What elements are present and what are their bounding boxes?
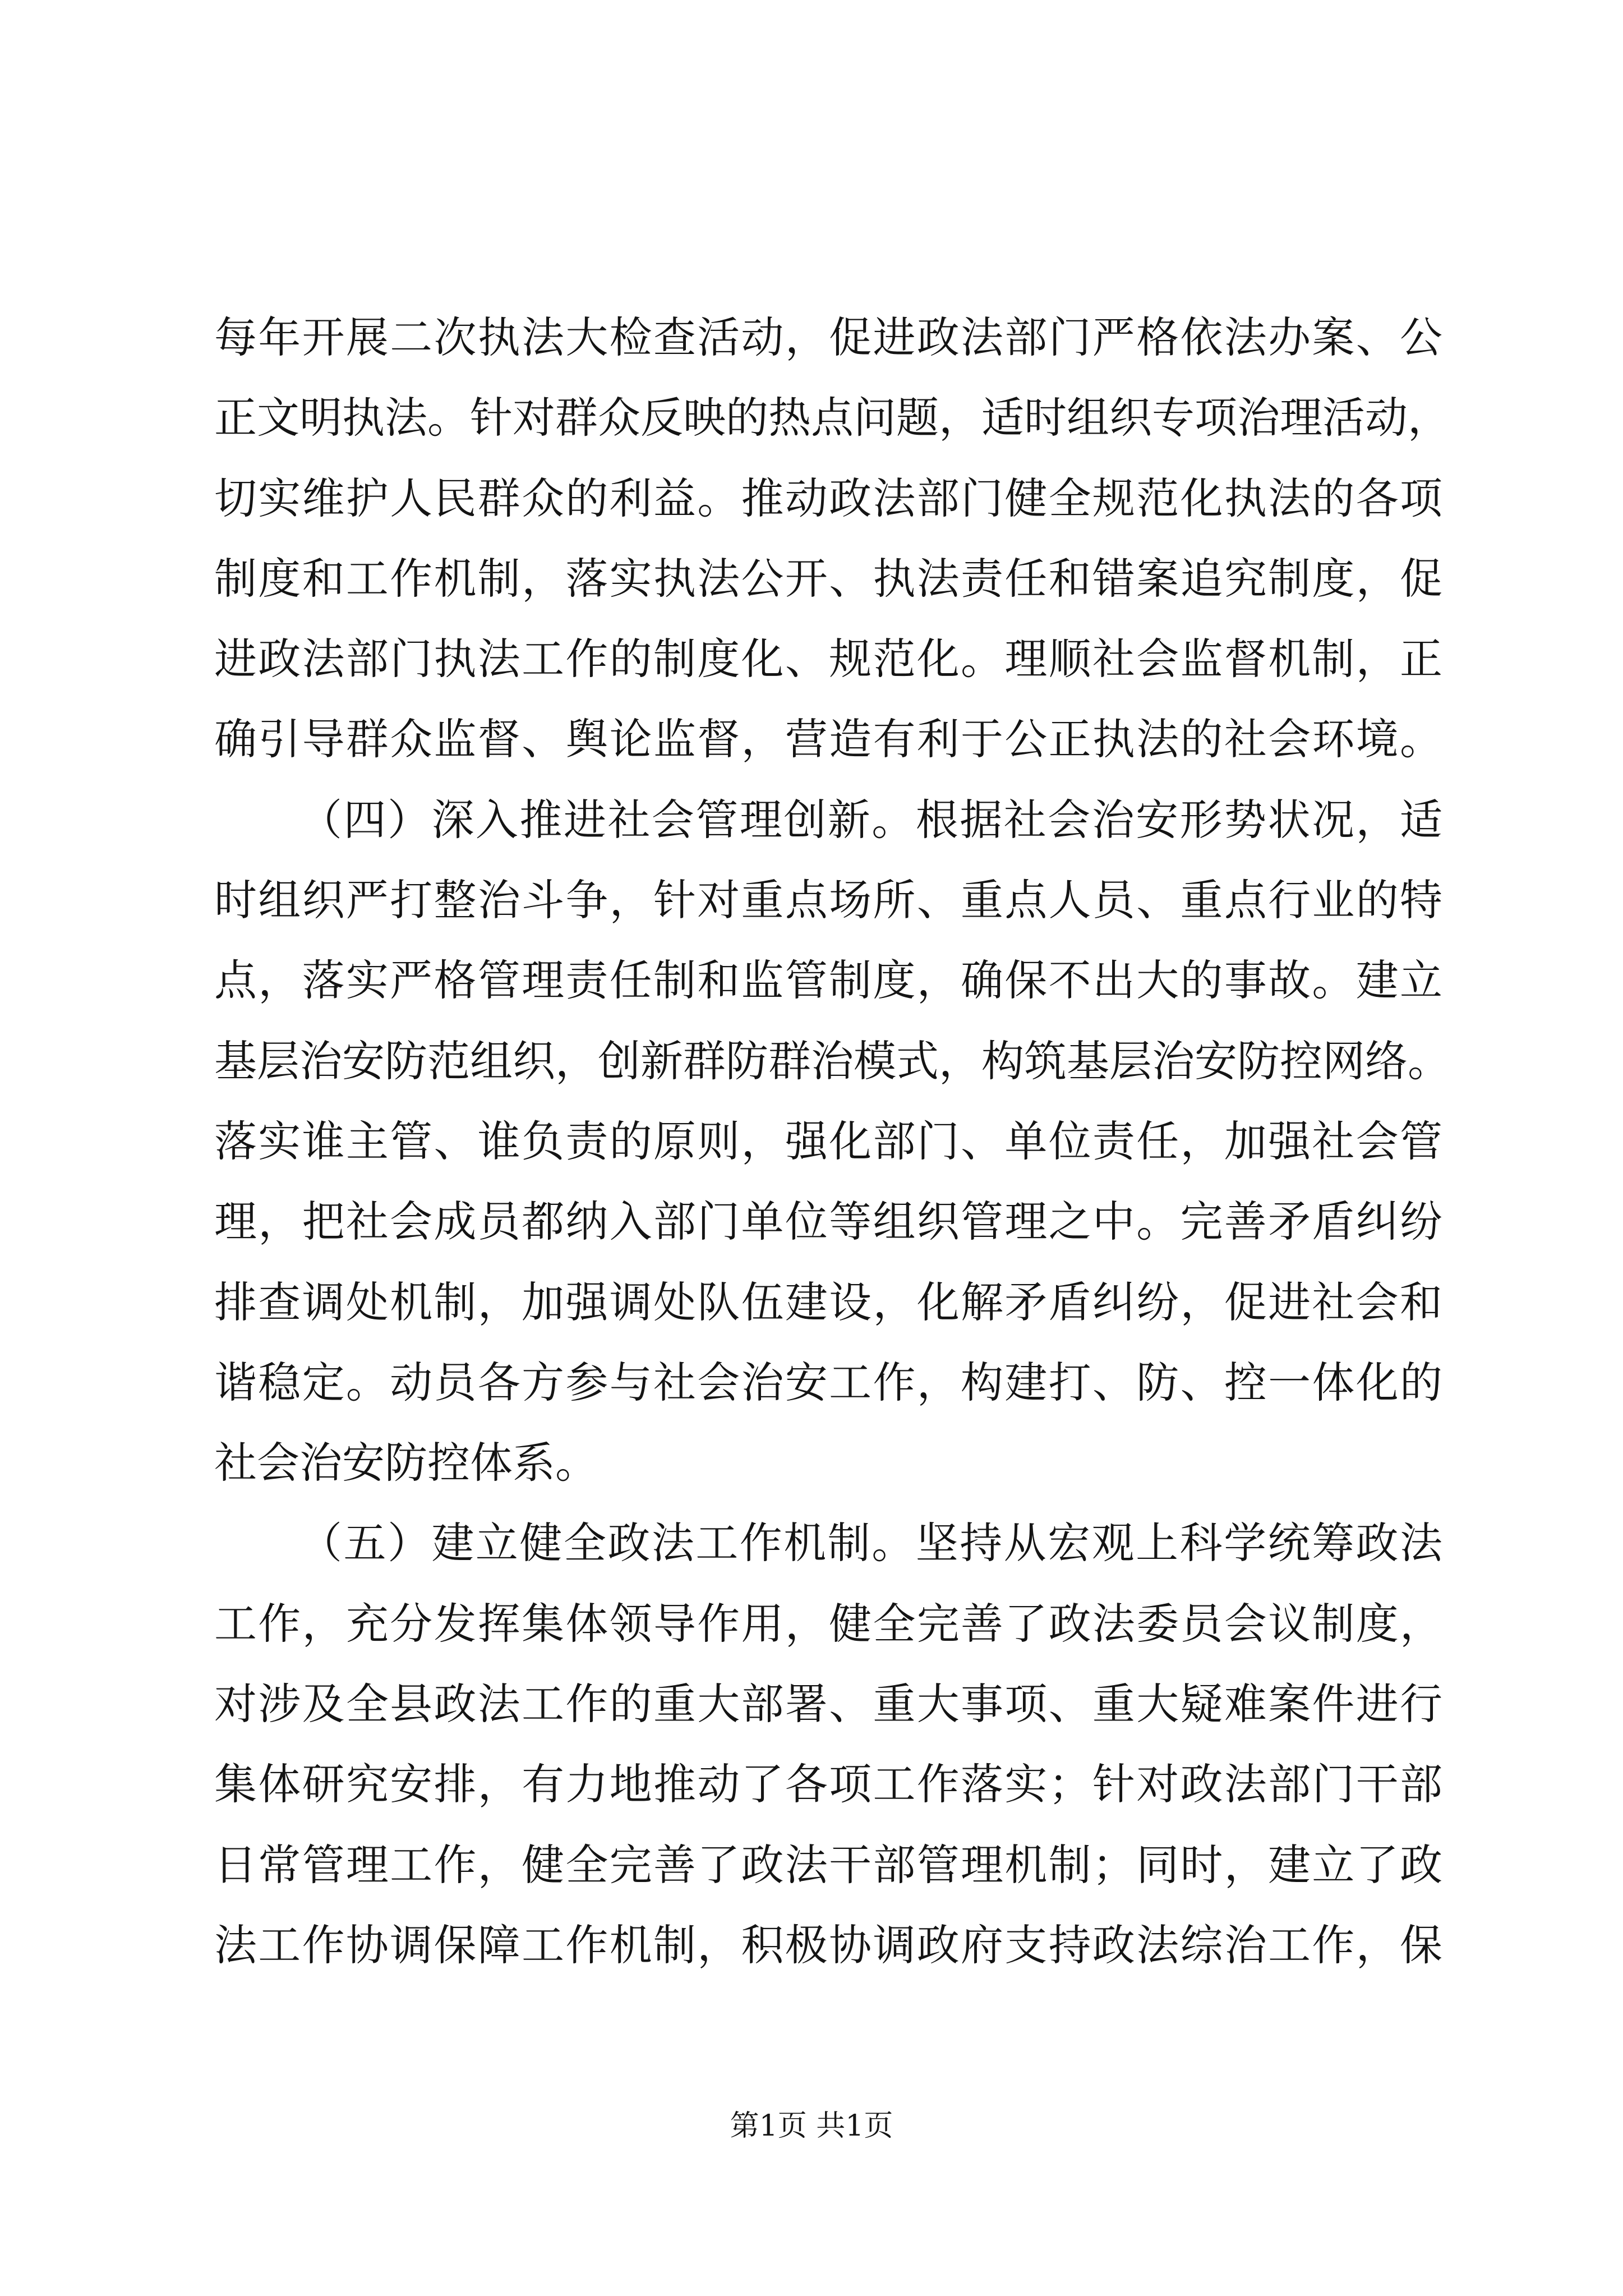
text-line: 正文明执法。针对群众反映的热点问题，适时组织专项治理活动， xyxy=(214,393,1450,443)
text-line: 制度和工作机制，落实执法公开、执法责任和错案追究制度，促 xyxy=(214,553,1442,604)
text-line: 落实谁主管、谁负责的原则，强化部门、单位责任，加强社会管 xyxy=(214,1116,1442,1166)
text-line: 基层治安防范组织，创新群防群治模式，构筑基层治安防控网络。 xyxy=(214,1036,1450,1086)
text-line: 排查调处机制，加强调处队伍建设，化解矛盾纠纷，促进社会和 xyxy=(214,1277,1442,1327)
text-line: 时组织严打整治斗争，针对重点场所、重点人员、重点行业的特 xyxy=(214,875,1442,926)
text-line: 点，落实严格管理责任制和监管制度，确保不出大的事故。建立 xyxy=(214,955,1442,1006)
section-heading-line: （四）深入推进社会管理创新。根据社会治安形势状况，适 xyxy=(299,794,1442,845)
page-number-footer: 第1页 共1页 xyxy=(730,2109,893,2143)
text-line: 集体研究安排，有力地推动了各项工作落实；针对政法部门干部 xyxy=(214,1759,1442,1810)
text-line: 谐稳定。动员各方参与社会治安工作，构建打、防、控一体化的 xyxy=(214,1357,1442,1407)
text-line: 工作，充分发挥集体领导作用，健全完善了政法委员会议制度， xyxy=(214,1598,1442,1649)
section-heading-line: （五）建立健全政法工作机制。坚持从宏观上科学统筹政法 xyxy=(299,1518,1442,1568)
text-line: 社会治安防控体系。 xyxy=(214,1438,598,1488)
text-line: 确引导群众监督、舆论监督，营造有利于公正执法的社会环境。 xyxy=(214,714,1442,765)
text-line: 切实维护人民群众的利益。推动政法部门健全规范化执法的各项 xyxy=(214,473,1442,523)
text-line: 理，把社会成员都纳入部门单位等组织管理之中。完善矛盾纠纷 xyxy=(214,1197,1442,1247)
text-line: 法工作协调保障工作机制，积极协调政府支持政法综治工作，保 xyxy=(214,1920,1442,1970)
document-body xyxy=(214,297,1450,1985)
text-line: 对涉及全县政法工作的重大部署、重大事项、重大疑难案件进行 xyxy=(214,1679,1442,1729)
text-line: 每年开展二次执法大检查活动，促进政法部门严格依法办案、公 xyxy=(214,312,1442,362)
text-line: 日常管理工作，健全完善了政法干部管理机制；同时，建立了政 xyxy=(214,1839,1442,1890)
text-line: 进政法部门执法工作的制度化、规范化。理顺社会监督机制，正 xyxy=(214,634,1442,684)
